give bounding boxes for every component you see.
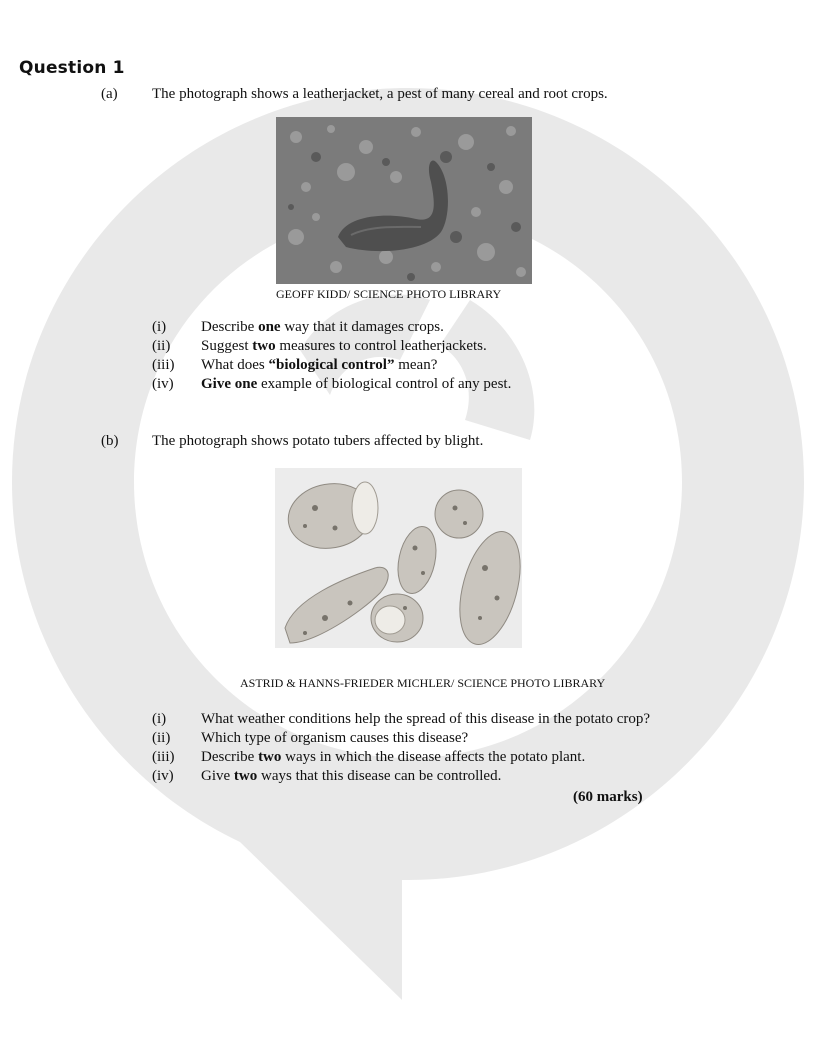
part-b-item-num: (iv) (152, 768, 174, 784)
part-b-item-num: (i) (152, 711, 167, 727)
part-a-item-text: Describe one way that it damages crops. (201, 319, 444, 335)
part-a-item-text: What does “biological control” mean? (201, 357, 438, 373)
question-title: Question 1 (19, 58, 125, 78)
part-a-label: (a) (101, 86, 118, 102)
part-b-item-text: Describe two ways in which the disease affects the potato plant. (201, 749, 586, 765)
potato-tubers-photo (275, 468, 522, 648)
part-b-item-text: What weather conditions help the spread of this disease in the potato crop? (201, 711, 651, 727)
part-a-item-num: (i) (152, 319, 167, 335)
part-a-photo-caption: GEOFF KIDD/ SCIENCE PHOTO LIBRARY (276, 287, 502, 301)
part-b-intro: The photograph shows potato tubers affected by blight. (152, 433, 484, 449)
part-b-item-num: (iii) (152, 749, 175, 765)
part-b-label: (b) (101, 433, 119, 449)
part-b-item-num: (ii) (152, 730, 171, 746)
part-a-item-num: (iv) (152, 376, 174, 392)
marks-label: (60 marks) (573, 789, 643, 805)
part-a-item-num: (iii) (152, 357, 175, 373)
part-b-photo-caption: ASTRID & HANNS-FRIEDER MICHLER/ SCIENCE PHOTO LIBRARY (240, 676, 606, 690)
part-b-item-text: Give two ways that this disease can be controlled. (201, 768, 502, 784)
part-a-item-text: Give one example of biological control of any pest. (201, 376, 512, 392)
part-a-item-num: (ii) (152, 338, 171, 354)
part-b-item-text: Which type of organism causes this disease? (201, 730, 469, 746)
part-a-item-text: Suggest two measures to control leatherjackets. (201, 338, 487, 354)
leatherjacket-photo (276, 117, 532, 284)
part-a-intro: The photograph shows a leatherjacket, a pest of many cereal and root crops. (152, 86, 608, 102)
